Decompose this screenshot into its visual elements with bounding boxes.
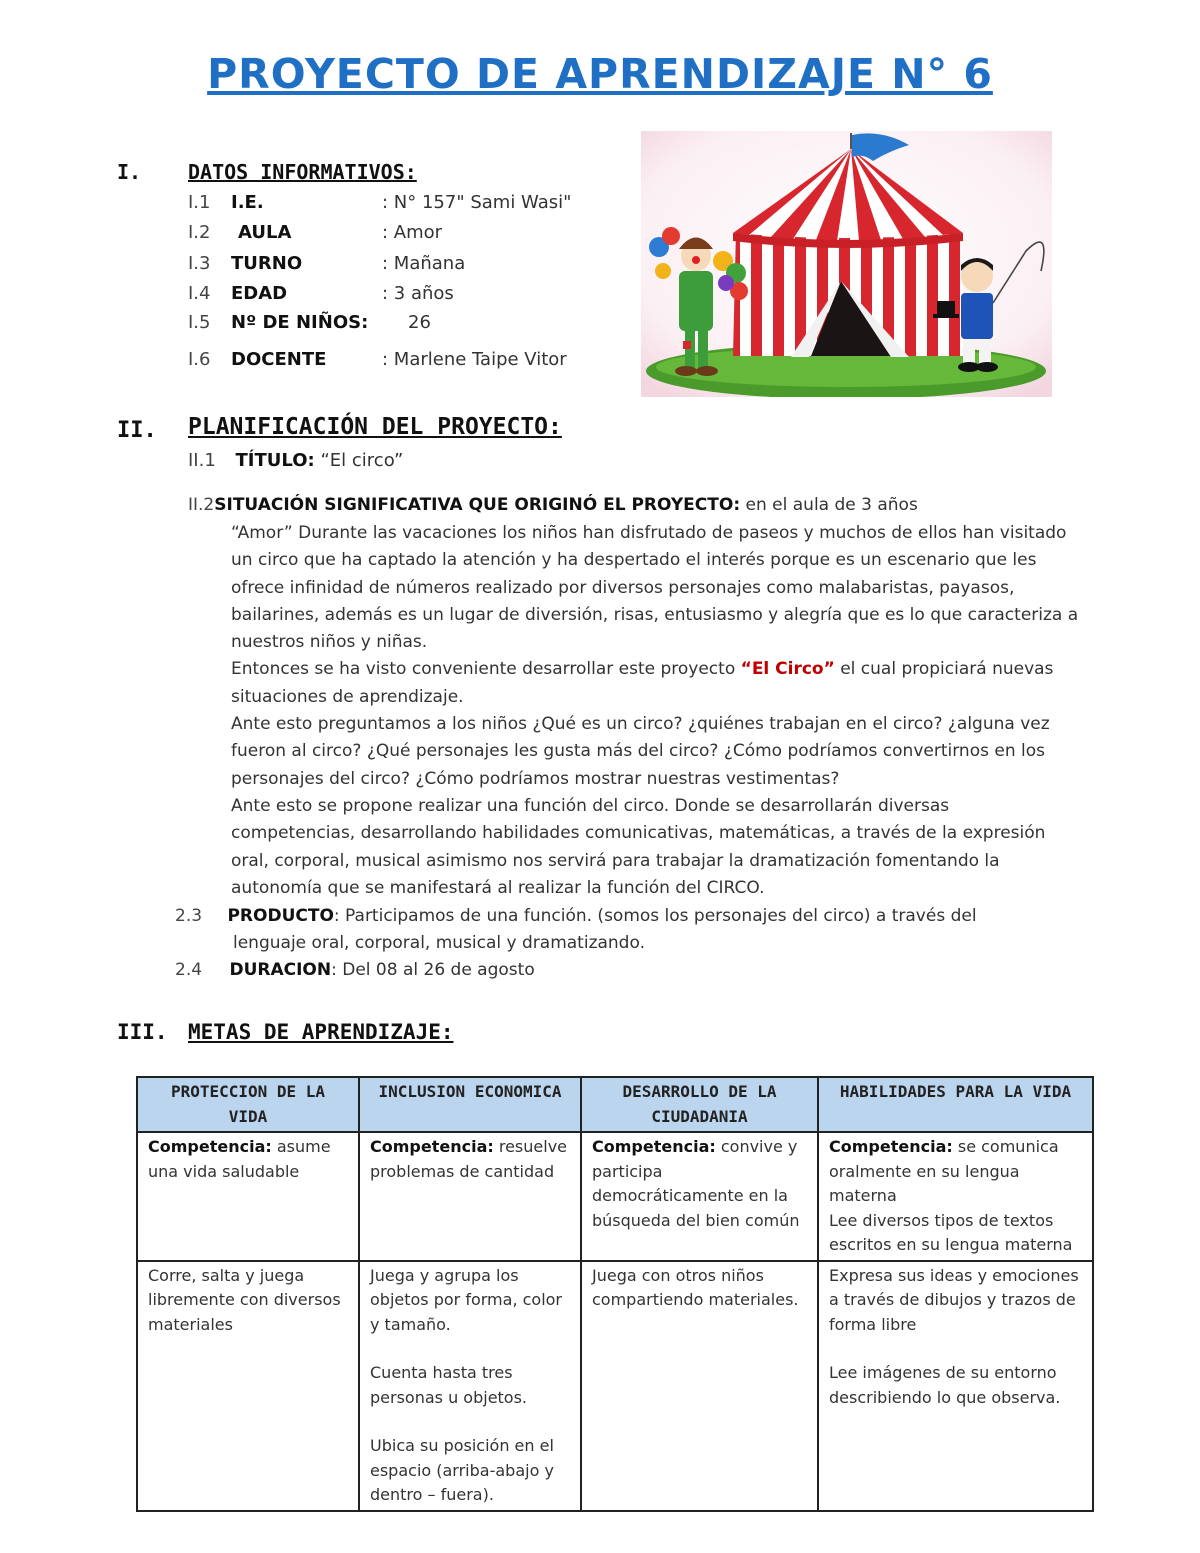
- paragraph-line: personajes del circo? ¿Cómo podríamos mostrar nuestras vestimentas?: [231, 768, 840, 789]
- info-row-label: TURNO: [231, 253, 303, 274]
- paragraph-line: Ante esto preguntamos a los niños ¿Qué es un circo? ¿quiénes trabajan en el circo? ¿alguna vez: [231, 714, 1050, 735]
- paragraph-line: bailarines, además es un lugar de diversión, risas, entusiasmo y alegría que es lo que caracteriza a: [231, 604, 1079, 625]
- producto-row-cont: lenguaje oral, corporal, musical y dramatizando.: [233, 933, 645, 953]
- section-3-heading: METAS DE APRENDIZAJE:: [188, 1020, 454, 1044]
- info-row-turno: [188, 253, 466, 274]
- header-habilidades: HABILIDADES PARA LA VIDA: [818, 1077, 1093, 1132]
- paragraph-line: autonomía que se manifestará al realizar la función del CIRCO.: [231, 877, 765, 898]
- header-ciudadania: DESARROLLO DE LA CIUDADANIA: [581, 1077, 818, 1132]
- duracion-number: 2.4: [175, 960, 203, 980]
- situacion-first-text: en el aula de 3 años: [745, 495, 918, 515]
- competencia-text: convive y participa democráticamente en la búsqueda del bien común: [592, 1137, 800, 1230]
- metas-table: [136, 1076, 1094, 1512]
- titulo-label: TÍTULO:: [235, 450, 315, 471]
- paragraph-line: fueron al circo? ¿Qué personajes les gusta más del circo? ¿Cómo podríamos convertirnos en los: [231, 741, 1045, 762]
- table-header-row: [137, 1077, 1093, 1132]
- info-row-value: 26: [408, 312, 431, 333]
- situacion-label: SITUACIÓN SIGNIFICATIVA QUE ORIGINÓ EL PROYECTO:: [214, 495, 741, 515]
- paragraph-line: situaciones de aprendizaje.: [231, 686, 464, 707]
- info-row-ninos: [188, 312, 431, 333]
- info-row-number: I.3: [188, 253, 211, 274]
- competencia-text: asume una vida saludable: [148, 1137, 331, 1181]
- meta-text: Lee imágenes de su entorno describiendo lo que observa.: [829, 1363, 1061, 1407]
- meta-cell: Juega con otros niños compartiendo materiales.: [581, 1261, 818, 1511]
- meta-text: Expresa sus ideas y emociones a través de dibujos y trazos de forma libre: [829, 1265, 1079, 1334]
- producto-row: [175, 906, 977, 926]
- header-proteccion: PROTECCION DE LA VIDA: [137, 1077, 359, 1132]
- info-row-number: I.1: [188, 192, 211, 213]
- info-row-ie: [188, 192, 572, 213]
- entonces-text: Entonces se ha visto conveniente desarrollar este proyecto: [231, 659, 736, 680]
- paragraph-line: [231, 656, 1122, 683]
- competencia-label: Competencia:: [592, 1137, 716, 1156]
- titulo-row: [188, 450, 403, 471]
- meta-cell: [818, 1261, 1093, 1511]
- meta-text: Cuenta hasta tres personas u objetos.: [370, 1363, 528, 1407]
- info-row-number: I.2: [188, 222, 211, 243]
- page-title: PROYECTO DE APRENDIZAJE N° 6: [207, 50, 993, 98]
- meta-cell: [359, 1261, 581, 1511]
- producto-value: : Participamos de una función. (somos los personajes del circo) a través del: [333, 906, 977, 926]
- info-row-value: : Amor: [382, 222, 443, 243]
- entonces-text-end: el cual propiciará nuevas: [840, 659, 1054, 680]
- info-row-value: : Marlene Taipe Vitor: [382, 349, 567, 370]
- situacion-row: [188, 495, 918, 515]
- duracion-value: : Del 08 al 26 de agosto: [331, 960, 535, 980]
- paragraph-line: ofrece infinidad de números realizado por diversos personajes como malabaristas, payasos,: [231, 577, 1015, 598]
- meta-text: Ubica su posición en el espacio (arriba-abajo y dentro – fuera).: [370, 1436, 554, 1504]
- table-row: [137, 1132, 1093, 1261]
- meta-cell: Corre, salta y juega libremente con diversos materiales: [137, 1261, 359, 1511]
- titulo-value: “El circo”: [320, 450, 404, 471]
- paragraph-line: “Amor” Durante las vacaciones los niños han disfrutado de paseos y muchos de ellos han visitado: [231, 523, 1067, 543]
- competencia-cell: [818, 1132, 1093, 1261]
- project-name-highlight: “El Circo”: [740, 659, 835, 680]
- paragraph-line: competencias, desarrollando habilidades comunicativas, matemáticas, a través de la expresión: [231, 823, 1046, 844]
- section-2-number: II.: [117, 418, 157, 443]
- competencia-cell: [359, 1132, 581, 1261]
- duracion-label: DURACION: [229, 960, 332, 980]
- table-row: [137, 1261, 1093, 1511]
- info-row-label: I.E.: [231, 192, 264, 213]
- competencia-extra-text: Lee diversos tipos de textos escritos en su lengua materna: [829, 1210, 1073, 1254]
- info-row-docente: [188, 349, 567, 370]
- meta-text: Juega y agrupa los objetos por forma, color y tamaño.: [370, 1265, 563, 1334]
- circus-illustration: [641, 131, 1052, 397]
- paragraph-line: oral, corporal, musical asimismo nos servirá para trabajar la dramatización fomentando la: [231, 850, 1000, 871]
- competencia-cell: [581, 1132, 818, 1261]
- info-row-number: I.5: [188, 312, 211, 333]
- info-row-label: DOCENTE: [231, 349, 327, 370]
- competencia-cell: [137, 1132, 359, 1261]
- section-2-heading: PLANIFICACIÓN DEL PROYECTO:: [188, 414, 562, 440]
- competencia-label: Competencia:: [148, 1137, 272, 1156]
- paragraph-line: Ante esto se propone realizar una función del circo. Donde se desarrollarán diversas: [231, 795, 950, 816]
- competencia-text: resuelve problemas de cantidad: [370, 1137, 568, 1181]
- info-row-label: EDAD: [231, 283, 288, 304]
- section-1-number: I.: [117, 160, 142, 184]
- competencia-label: Competencia:: [370, 1137, 494, 1156]
- producto-number: 2.3: [175, 906, 203, 926]
- section-1-heading: DATOS INFORMATIVOS:: [188, 160, 417, 184]
- paragraph-line: un circo que ha captado la atención y ha despertado el interés porque es un escenario que les: [231, 550, 1037, 571]
- header-inclusion: INCLUSION ECONOMICA: [359, 1077, 581, 1132]
- info-row-label: Nº DE NIÑOS:: [231, 312, 369, 333]
- info-row-number: I.4: [188, 283, 211, 304]
- info-row-value: : 3 años: [382, 283, 454, 304]
- info-row-aula: [188, 222, 443, 243]
- situacion-number: II.2: [188, 495, 215, 515]
- section-3-number: III.: [117, 1020, 168, 1044]
- titulo-number: II.1: [188, 450, 216, 471]
- paragraph-line: nuestros niños y niñas.: [231, 632, 428, 653]
- info-row-edad: [188, 283, 454, 304]
- info-row-value: : N° 157" Sami Wasi": [382, 192, 572, 213]
- producto-label: PRODUCTO: [227, 906, 334, 926]
- info-row-value: : Mañana: [382, 253, 466, 274]
- duracion-row: [175, 960, 535, 980]
- info-row-number: I.6: [188, 349, 211, 370]
- competencia-text: se comunica oralmente en su lengua materna: [829, 1137, 1059, 1205]
- situacion-paragraph: [231, 520, 1122, 902]
- info-row-label: AULA: [238, 222, 292, 243]
- competencia-label: Competencia:: [829, 1137, 953, 1156]
